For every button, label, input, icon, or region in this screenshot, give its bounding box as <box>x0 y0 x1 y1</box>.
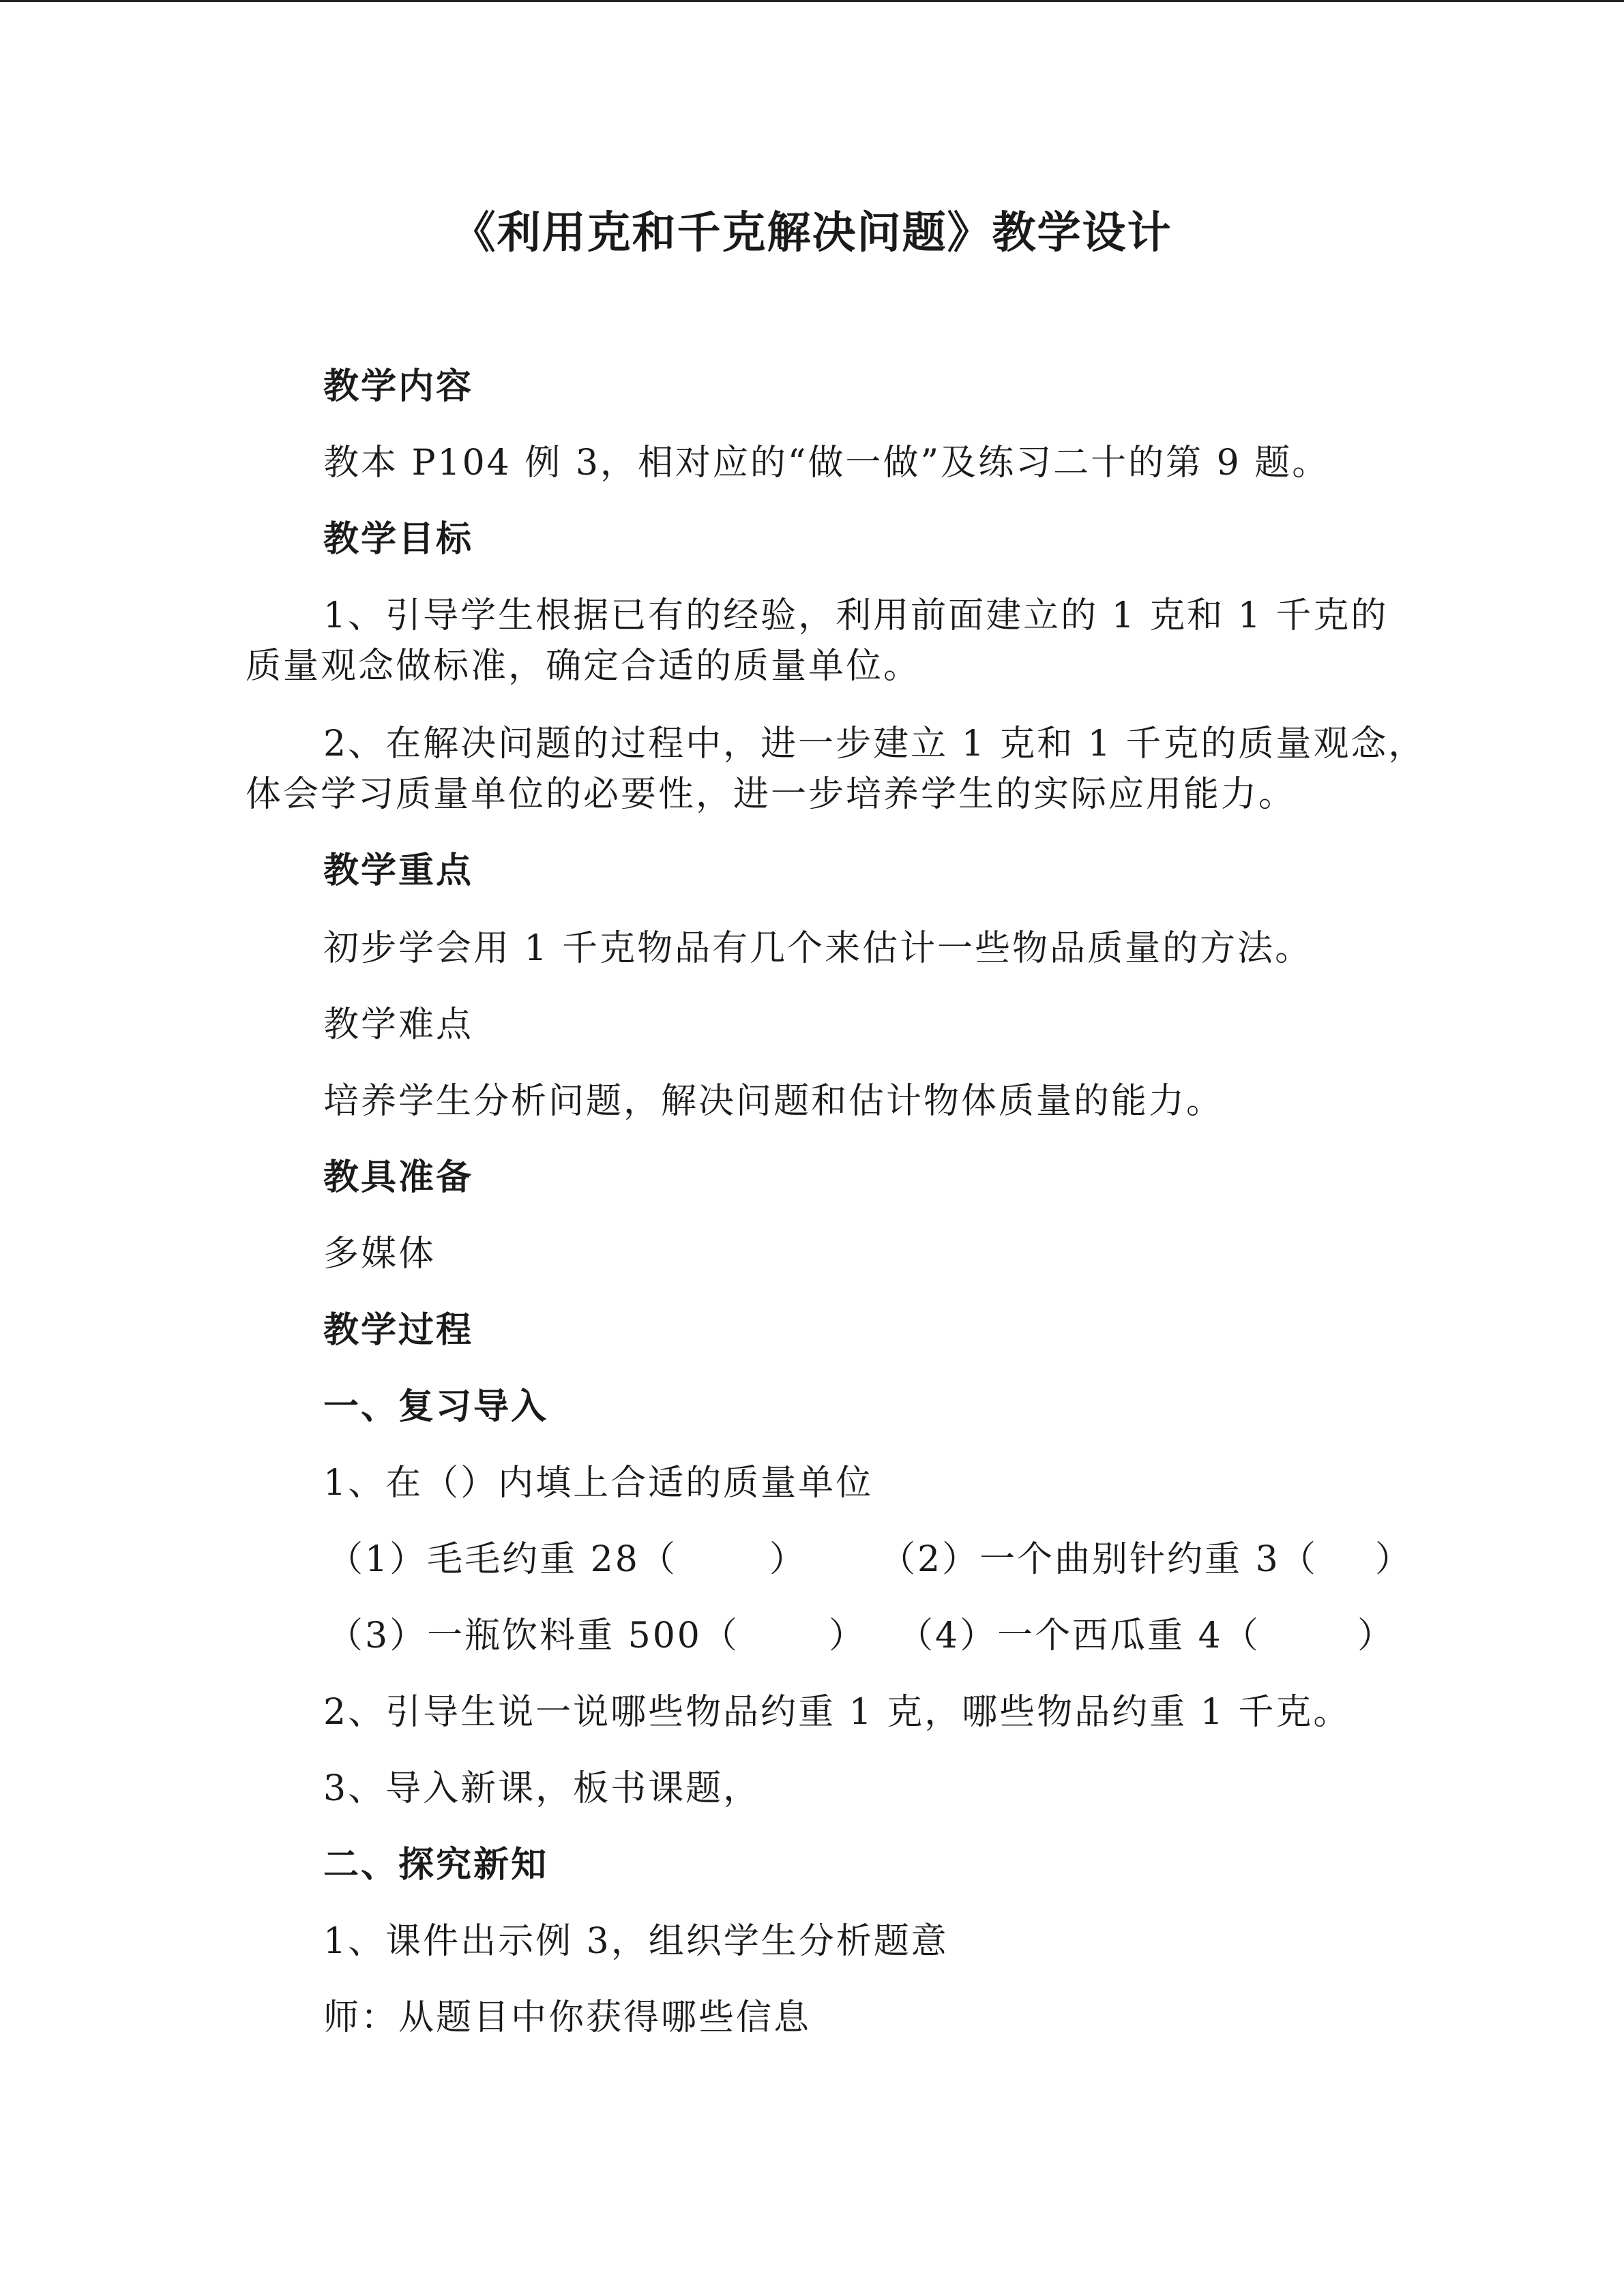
fill-question-4-close: ） <box>1357 1615 1396 1656</box>
goal-1-line-1: 1、引导学生根据已有的经验，利用前面建立的 1 克和 1 千克的 <box>323 595 1389 636</box>
explore-item-2: 师：从题目中你获得哪些信息 <box>323 1997 812 2038</box>
key-points-text: 初步学会用 1 千克物品有几个来估计一些物品质量的方法。 <box>323 928 1313 969</box>
fill-question-1-close: ） <box>769 1539 808 1580</box>
difficulty-text: 培养学生分析问题，解决问题和估计物体质量的能力。 <box>323 1081 1224 1122</box>
content-heading: 教学内容 <box>323 366 474 407</box>
goal-2-line-2: 体会学习质量单位的必要性，进一步培养学生的实际应用能力。 <box>246 774 1297 815</box>
tools-text: 多媒体 <box>323 1234 437 1274</box>
fill-question-3-close: ） <box>829 1615 867 1656</box>
document-title: 《利用克和千克解决问题》教学设计 <box>452 207 1172 258</box>
fill-question-4: （4）一个西瓜重 4（ <box>898 1615 1260 1656</box>
content-text: 教本 P104 例 3，相对应的“做一做”及练习二十的第 9 题。 <box>323 443 1330 483</box>
section-1-heading: 一、复习导入 <box>323 1386 549 1427</box>
goal-2-line-1: 2、在解决问题的过程中，进一步建立 1 克和 1 千克的质量观念， <box>323 724 1426 764</box>
goals-heading: 教学目标 <box>323 518 474 560</box>
tools-heading: 教具准备 <box>323 1157 474 1198</box>
review-item-1: 1、在（）内填上合适的质量单位 <box>323 1463 874 1504</box>
explore-item-1: 1、课件出示例 3，组织学生分析题意 <box>323 1921 949 1962</box>
fill-question-1: （1）毛毛约重 28（ <box>327 1539 677 1580</box>
review-item-2: 2、引导生说一说哪些物品约重 1 克，哪些物品约重 1 千克。 <box>323 1692 1351 1733</box>
section-2-heading: 二、探究新知 <box>323 1844 549 1885</box>
fill-question-2-close: ） <box>1375 1539 1413 1580</box>
goal-1-line-2: 质量观念做标准，确定合适的质量单位。 <box>246 646 921 687</box>
difficulty-heading: 教学难点 <box>323 1004 474 1045</box>
fill-question-2: （2）一个曲别针约重 3（ <box>880 1539 1318 1580</box>
fill-question-3: （3）一瓶饮料重 500（ <box>327 1615 739 1656</box>
key-points-heading: 教学重点 <box>323 850 474 891</box>
process-heading: 教学过程 <box>323 1309 474 1351</box>
review-item-3: 3、导入新课，板书课题， <box>323 1768 761 1809</box>
